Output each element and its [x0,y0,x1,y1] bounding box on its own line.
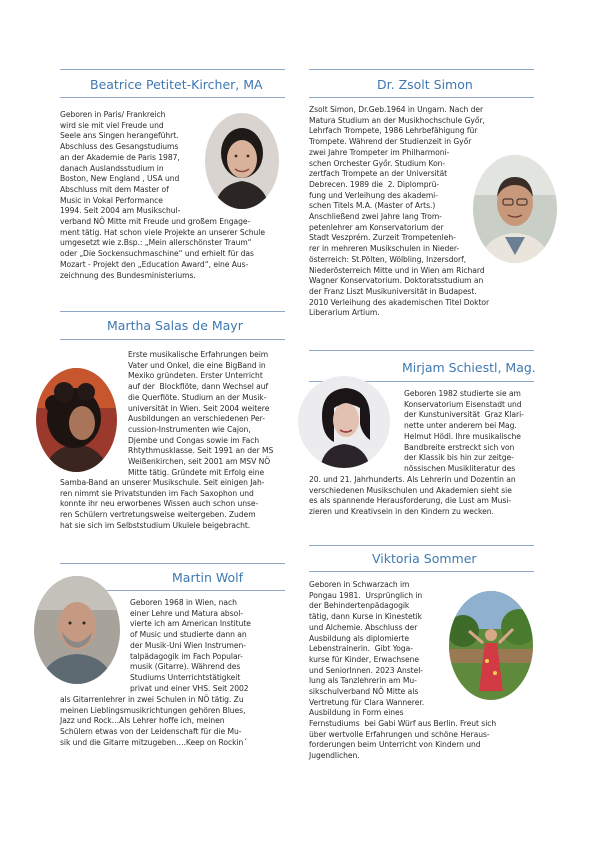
text-line: Boston, New England , USA und [60,174,180,184]
text-line: fung und Verleihung des akademi- [309,190,438,200]
text-line: zeichnung des Bundesministeriums. [60,270,196,280]
text-line: und SeniorInnen. 2023 Anstel- [309,665,423,675]
text-line: Erste musikalische Erfahrungen beim [128,350,269,359]
divider [309,69,534,70]
text-line: talpädagogik im Fach Popular- [130,651,243,661]
text-line: Liberarium Artium. [309,308,380,318]
divider [60,311,285,312]
text-line: Vater und Onkel, die eine BigBand in [128,360,266,370]
text-line: Seele ans Singen herangeführt. [60,131,179,141]
text-line: sikschulverband NÖ Mitte als [309,687,419,697]
text-line: Wagner Konservatorium. Doktoratsstudium an [309,276,484,286]
text-line: Lebenstrainerin. Gibt Yoga- [309,644,413,654]
text-line: verband NÖ Mitte mit Freude und großem Engage- [60,217,251,226]
profile-name: Viktoria Sommer [372,551,477,566]
text-line: Rhtythmusklasse. Seit 1991 an der MS [128,446,274,456]
text-line: der Behindertenpädagogik [309,601,410,611]
text-line: Ausbildung als diplomierte [309,633,409,643]
text-line: schen Orchester Győr. Studium Kon- [309,158,446,168]
text-line: zieren und Kreativsein in den Kindern zu wecken. [309,507,494,517]
divider [60,97,285,98]
text-line: lung als Tanzlehrerin am Mu- [309,676,417,686]
divider [309,350,534,351]
text-line: Zsolt Simon, Dr.Geb.1964 in Ungarn. Nach der [309,105,484,114]
text-line: musik (Gitarre). Während des [130,662,241,672]
text-line: 1994. Seit 2004 am Musikschul- [60,206,181,216]
text-line: oder „Die Sockensuchmaschine“ und erhielt für das [60,249,254,259]
text-line: 2010 Verleihung des akademischen Titel Doktor [309,297,490,307]
text-line: auf der Blockflöte, dann Wechsel auf [128,382,269,392]
text-line: wird sie mit viel Freude und [60,120,164,130]
text-line: Niederösterreich Mitte und in Wien am Richard [309,265,485,275]
text-line: 20. und 21. Jahrhunderts. Als Lehrerin und Dozentin an [309,475,516,484]
portrait-woman-short-dark-hair-icon [205,113,279,209]
profile-text [60,217,265,281]
portrait-woman-curly-hair-icon [36,368,117,472]
text-line: schen Titels M.A. (Master of Arts.) [309,201,436,211]
text-line: danach Auslandsstudium in [60,163,164,173]
text-line: of Music und studierte dann an [130,630,247,640]
text-line: Konservatorium Eisenstadt und [404,399,522,409]
text-line: die Querflöte. Studium an der Musik- [128,392,267,402]
text-line: an der Akademie de Paris 1987, [60,152,180,162]
text-line: konnte ihr neu erworbenes Wissen auch schon unse- [60,499,259,509]
text-line: als Gitarrenlehrer in zwei Schulen in NÖ tätig. Zu [60,695,244,704]
text-line: der Klassik bis hin zur zeitge- [404,453,514,463]
text-line: Fernstudiums bei Gabi Würf aus Berlin. Freut sich [309,719,497,728]
text-line: kurse für Kinder, Erwachsene [309,654,419,664]
text-line: Pongau 1981. Ursprünglich in [309,590,423,600]
text-line: Lehrfach Trompete, 1986 Lehrbefähigung für [309,126,478,136]
text-line: Stadt Veszprém. Zurzeit Trompetenleh- [309,233,456,243]
text-line: Anschließend zwei Jahre lang Trom- [309,212,442,222]
text-line: ren Schülern vertretungsweise weitergeben. Zudem [60,510,256,520]
profile-name: Dr. Zsolt Simon [377,77,473,92]
text-line: Bandbreite erstreckt sich von [404,442,515,452]
text-line: vierte ich am American Institute [130,619,251,629]
text-line: umgesetzt wie z.Bsp.: „Mein allerschönster Traum“ [60,238,252,248]
profile-text [130,598,251,694]
text-line: Mitte tätig. Gründete mit Erfolg eine [128,467,265,477]
text-line: rer in mehreren Musikschulen in Nieder- [309,244,460,254]
text-line: Music in Vokal Performance [60,195,163,205]
portrait-woman-dark-bob-icon [298,376,390,468]
text-line: forderungen beim Unterricht von Kindern und [309,740,481,750]
profile-text [309,105,489,319]
divider [309,571,534,572]
text-line: privat und einer VHS. Seit 2002 [130,683,249,693]
text-line: der Franz Liszt Musikuniversität in Budapest. [309,286,477,296]
text-line: hat sie sich im Selbststudium Ukulele beigebracht. [60,520,251,530]
profile-name: Mirjam Schiestl, Mag. [402,360,536,375]
text-line: Jazz und Rock…Als Lehrer hoffe ich, meinen [60,716,225,726]
text-line: tätig, dann Kurse in Kinestetik [309,612,422,622]
profile-name: Martha Salas de Mayr [107,318,243,333]
text-line: petenlehrer am Konservatorium der [309,222,444,232]
text-line: einer Lehre und Matura absol- [130,608,243,618]
text-line: der Musik-Uni Wien Instrumen- [130,640,246,650]
text-line: zertfach Trompete an der Universität [309,169,448,179]
divider [309,545,534,546]
text-line: über wertvolle Erfahrungen und schöne Heraus- [309,729,490,739]
profile-name: Beatrice Petitet-Kircher, MA [90,77,263,92]
text-line: österreich: St.Pölten, Wölbling, Inzersdorf, [309,254,467,264]
text-line: Geboren 1982 studierte sie am [404,389,521,398]
text-line: Djembe und Congas sowie im Fach [128,435,260,445]
profile-text [60,478,264,532]
text-line: Jugendlichen. [309,751,360,761]
text-line: der Kunstuniversität Graz Klari- [404,410,524,420]
text-line: Mexiko gründeten. Erster Unterricht [128,371,263,381]
divider [60,339,285,340]
profile-text [404,389,524,475]
text-line: Ausbildung in Form eines [309,708,404,718]
divider [60,69,285,70]
text-line: Abschluss des Gesangstudiums [60,142,179,152]
text-line: Samba-Band an unserer Musikschule. Seit einigen Jah- [60,478,265,487]
profile-text [60,110,180,217]
text-line: Mozart - Projekt den „Education Award“, eine Aus- [60,259,249,269]
profile-text [309,719,496,762]
text-line: Debrecen. 1989 die 2. Diplomprü- [309,179,440,189]
text-line: sik und die Gitarre mitzugeben….Keep on Rockin´ [60,737,248,747]
text-line: Schülern etwas von der Leidenschaft für die Mu- [60,727,242,737]
profile-text [60,695,247,749]
text-line: ren nimmt sie Privatstunden im Fach Saxophon und [60,488,254,498]
portrait-woman-red-dress-garden-icon [449,591,533,700]
text-line: universität in Wien. Seit 2004 weitere [128,403,270,413]
text-line: nette unter anderem bei Mag. [404,421,517,431]
profile-text [309,580,424,719]
text-line: verschiedenen Musikschulen und Akademien sieht sie [309,485,512,495]
text-line: nössischen Musikliteratur des [404,463,516,473]
profile-text [309,475,516,518]
text-line: meinen Lieblingsmusikrichtungen gehören Blues, [60,705,246,715]
text-line: und Alchemie. Abschluss der [309,622,418,632]
text-line: Trompete. Während der Studienzeit in Győr [309,137,472,147]
text-line: Weißenkirchen, seit 2001 am MSV NÖ [128,457,271,467]
profile-text [128,350,273,478]
text-line: es als spannende Herausforderung, die Lust am Musi- [309,496,512,506]
text-line: Geboren in Paris/ Frankreich [60,110,166,119]
portrait-man-bald-icon [34,576,120,684]
text-line: Geboren in Schwarzach im [309,580,410,589]
text-line: Geboren 1968 in Wien, nach [130,598,237,607]
text-line: Abschluss mit dem Master of [60,184,169,194]
text-line: Studiums Unterrichtstätigkeit [130,672,241,682]
text-line: cussion-Instrumenten wie Cajon, [128,424,251,434]
text-line: Ausbildungen an verschiedenen Per- [128,414,265,424]
profile-name: Martin Wolf [172,570,244,585]
text-line: Helmut Hödl. Ihre musikalische [404,431,521,441]
text-line: zwei Jahre Trompeter im Philharmoni- [309,147,450,157]
portrait-man-glasses-icon [473,155,557,263]
text-line: ment tätig. Hat schon viele Projekte an unserer Schule [60,227,265,237]
divider [60,563,285,564]
divider [309,97,534,98]
text-line: Vertretung für Clara Wannerer. [309,697,425,707]
text-line: Matura Studium an der Musikhochschule Győr, [309,115,485,125]
